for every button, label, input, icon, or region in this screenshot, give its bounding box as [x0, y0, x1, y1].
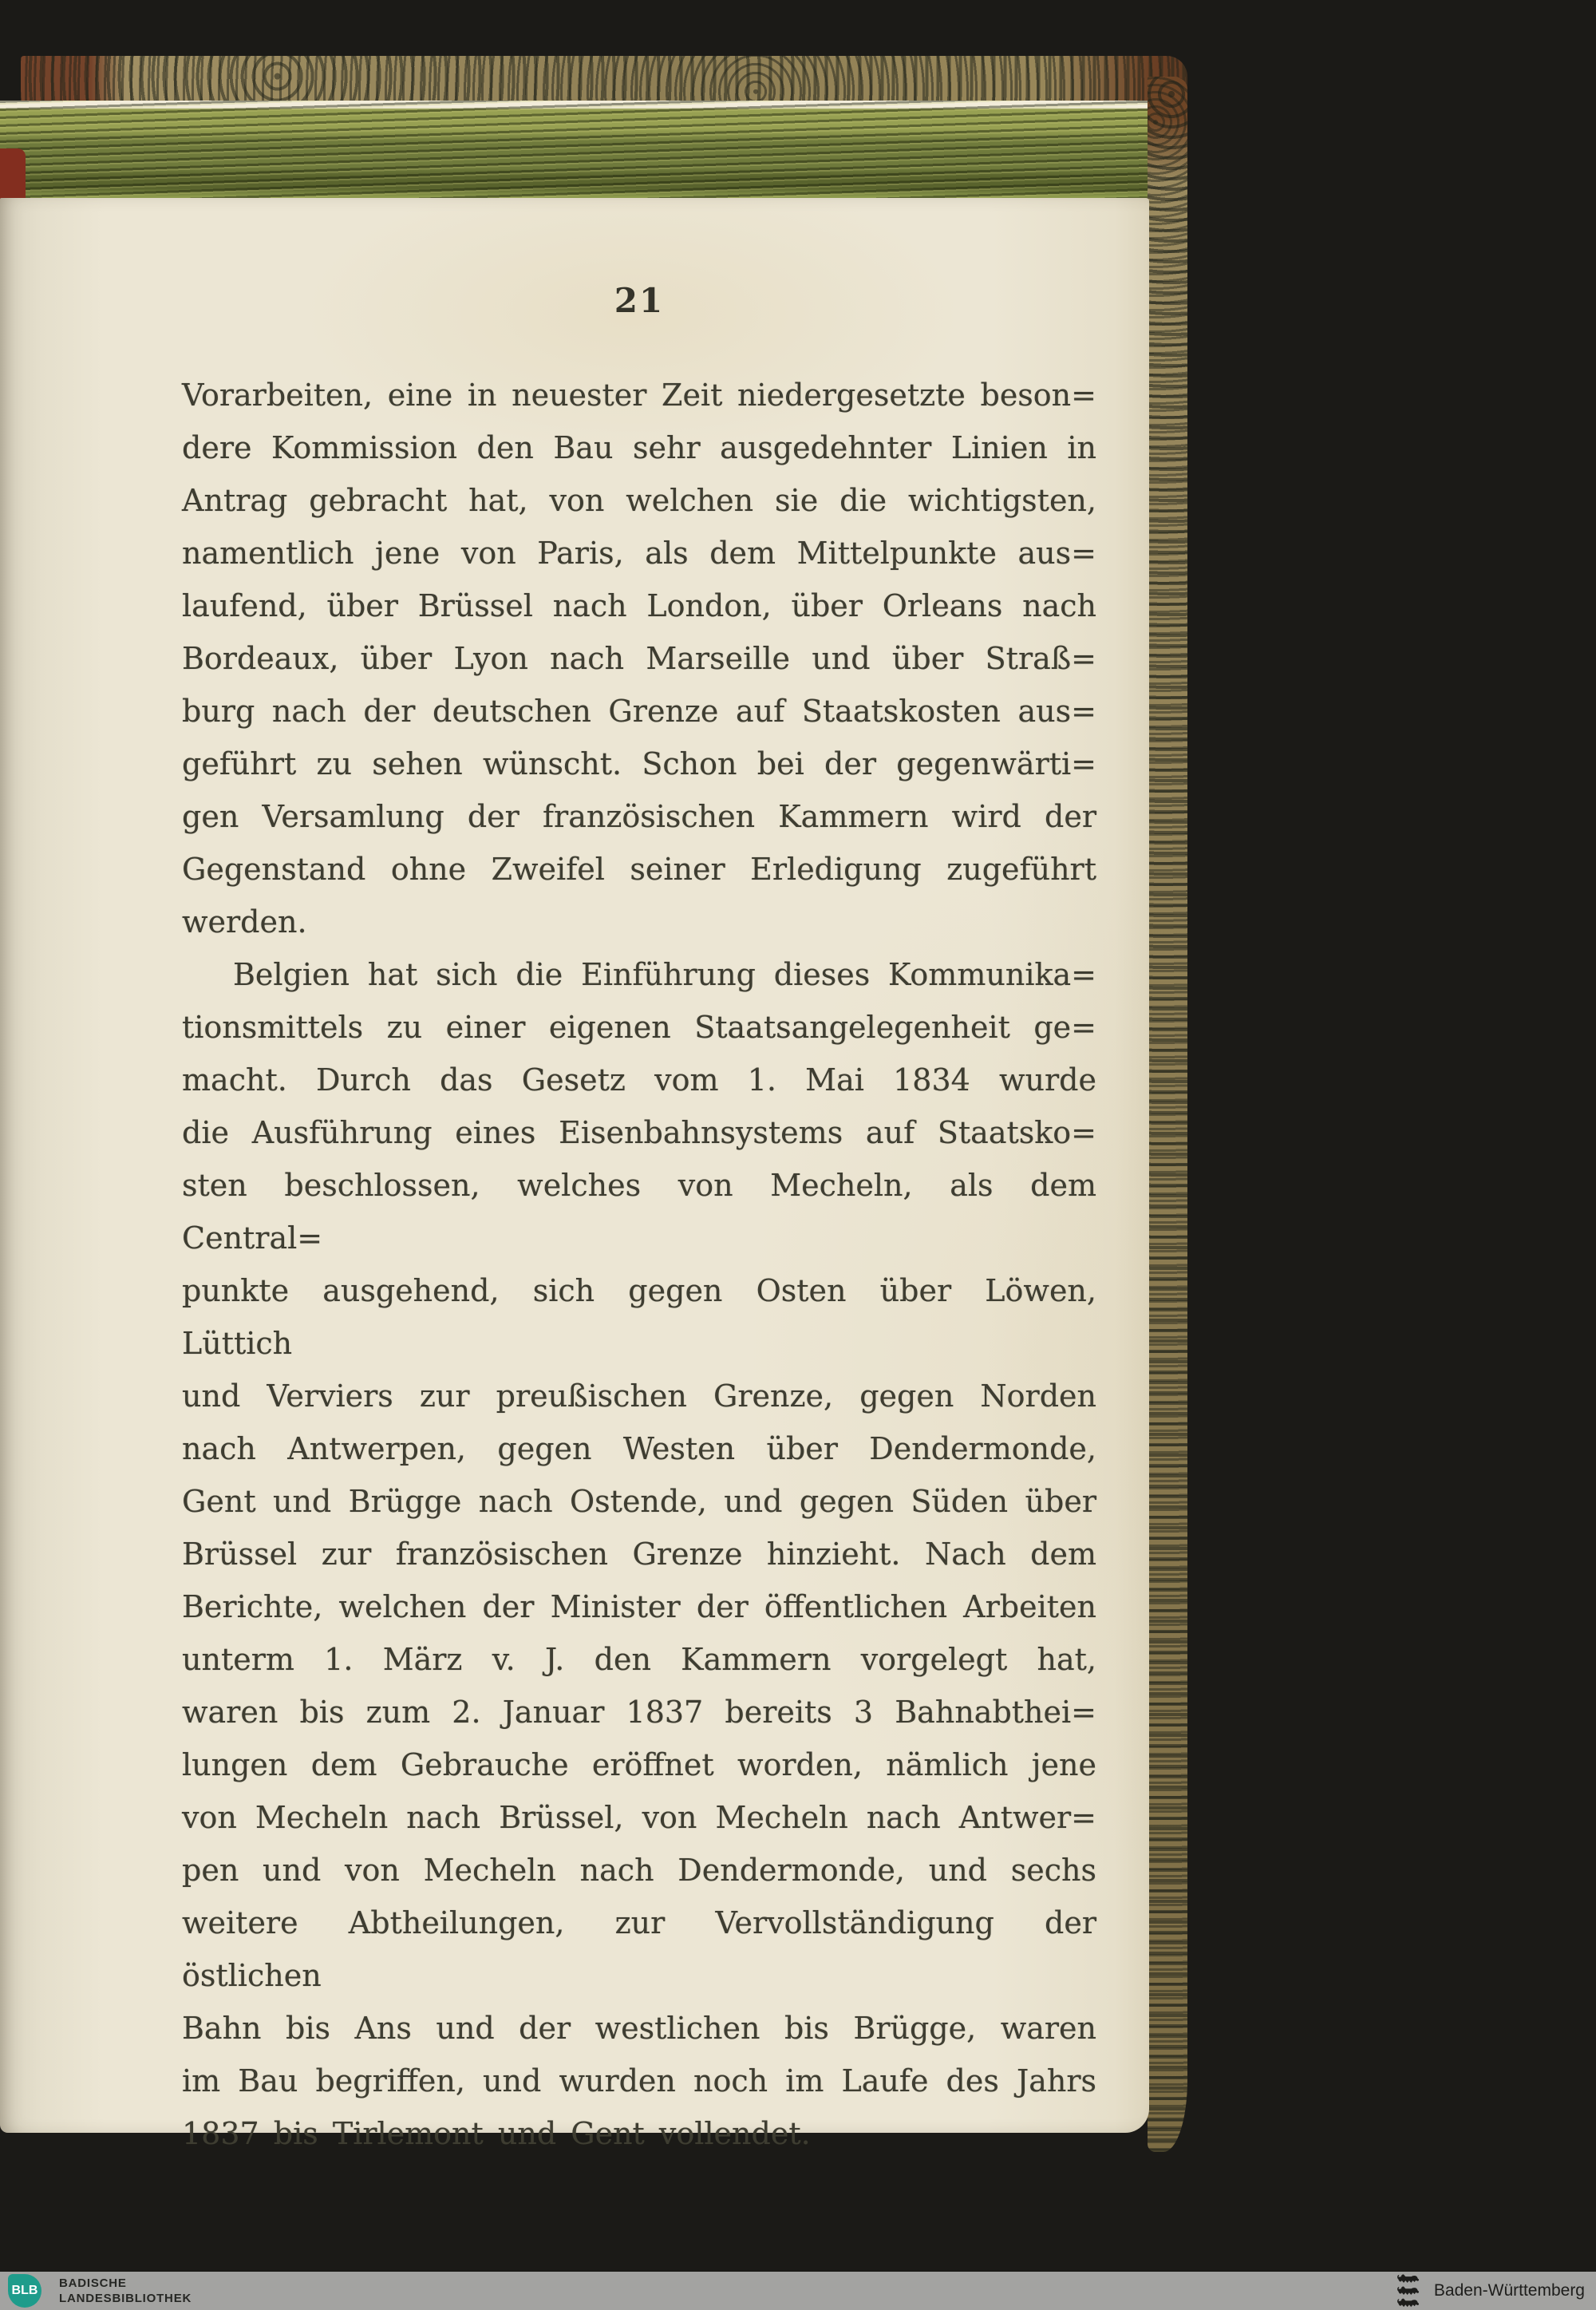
- bw-coat-of-arms-icon: [1393, 2273, 1424, 2308]
- text-line: Bordeaux, über Lyon nach Marseille und über Straß=: [182, 641, 1096, 676]
- text-line: unterm 1. März v. J. den Kammern vorgelegt hat,: [182, 1642, 1096, 1677]
- text-line: macht. Durch das Gesetz vom 1. Mai 1834 wurde: [182, 1062, 1096, 1098]
- text-line: waren bis zum 2. Januar 1837 bereits 3 Bahnabthei=: [182, 1695, 1096, 1730]
- text-line: sten beschlossen, welches von Mecheln, als dem Central=: [182, 1168, 1096, 1256]
- text-line: geführt zu sehen wünscht. Schon bei der gegenwärti=: [182, 746, 1096, 781]
- library-name-line1: BADISCHE: [59, 2276, 127, 2290]
- page-text-block: [182, 369, 1096, 2160]
- text-line: gen Versamlung der französischen Kammern wird der: [182, 799, 1096, 834]
- text-line: 1837 bis Tirlemont und Gent vollendet.: [182, 2116, 811, 2151]
- text-line: tionsmittels zu einer eigenen Staatsangelegenheit ge=: [182, 1010, 1096, 1045]
- text-line: Berichte, welchen der Minister der öffentlichen Arbeiten: [182, 1589, 1096, 1624]
- book-page: [0, 198, 1149, 2151]
- text-line: dere Kommission den Bau sehr ausgedehnter Linien in: [182, 430, 1096, 465]
- text-line: werden.: [182, 904, 307, 939]
- text-line: lungen dem Gebrauche eröffnet worden, nämlich jene: [182, 1747, 1096, 1782]
- text-line: nach Antwerpen, gegen Westen über Dendermonde,: [182, 1431, 1096, 1466]
- text-line: Vorarbeiten, eine in neuester Zeit niedergesetzte beson=: [182, 378, 1096, 413]
- page-number: 21: [614, 281, 665, 320]
- library-name-line2: LANDESBIBLIOTHEK: [59, 2292, 192, 2305]
- text-line: weitere Abtheilungen, zur Vervollständigung der östlichen: [182, 1905, 1096, 1993]
- book-cover-top-edge: [21, 56, 1187, 107]
- text-line: pen und von Mecheln nach Dendermonde, und sechs: [182, 1853, 1096, 1888]
- text-line: namentlich jene von Paris, als dem Mittelpunkte aus=: [182, 536, 1096, 571]
- text-line: Gent und Brügge nach Ostende, und gegen Süden über: [182, 1484, 1096, 1519]
- library-name: [59, 2276, 192, 2307]
- viewer-footer-bar: [0, 2272, 1596, 2310]
- book-cover-right-edge: [1148, 77, 1187, 2152]
- text-line: laufend, über Brüssel nach London, über Orleans nach: [182, 588, 1096, 623]
- text-line: von Mecheln nach Brüssel, von Mecheln nach Antwer=: [182, 1800, 1096, 1835]
- text-line: Antrag gebracht hat, von welchen sie die wichtigsten,: [182, 483, 1096, 518]
- text-line: die Ausführung eines Eisenbahnsystems auf Staatsko=: [182, 1115, 1096, 1150]
- text-line: Belgien hat sich die Einführung dieses Kommunika=: [233, 957, 1096, 992]
- text-line: punkte ausgehend, sich gegen Osten über Löwen, Lüttich: [182, 1273, 1096, 1361]
- library-branding: [0, 2272, 192, 2310]
- page-edges-top-green: [0, 101, 1159, 203]
- text-line: burg nach der deutschen Grenze auf Staatskosten aus=: [182, 694, 1096, 729]
- text-line: Bahn bis Ans und der westlichen bis Brügge, waren: [182, 2011, 1096, 2046]
- state-branding: [1393, 2272, 1585, 2310]
- text-line: und Verviers zur preußischen Grenze, gegen Norden: [182, 1378, 1096, 1414]
- state-name: Baden-Württemberg: [1433, 2281, 1585, 2300]
- text-line: Brüssel zur französischen Grenze hinzieht. Nach dem: [182, 1537, 1096, 1572]
- text-line: im Bau begriffen, und wurden noch im Laufe des Jahrs: [182, 2063, 1096, 2098]
- blb-logo-text: BLB: [11, 2284, 38, 2297]
- blb-logo: [8, 2274, 41, 2308]
- text-line: Gegenstand ohne Zweifel seiner Erledigung zugeführt: [182, 852, 1096, 887]
